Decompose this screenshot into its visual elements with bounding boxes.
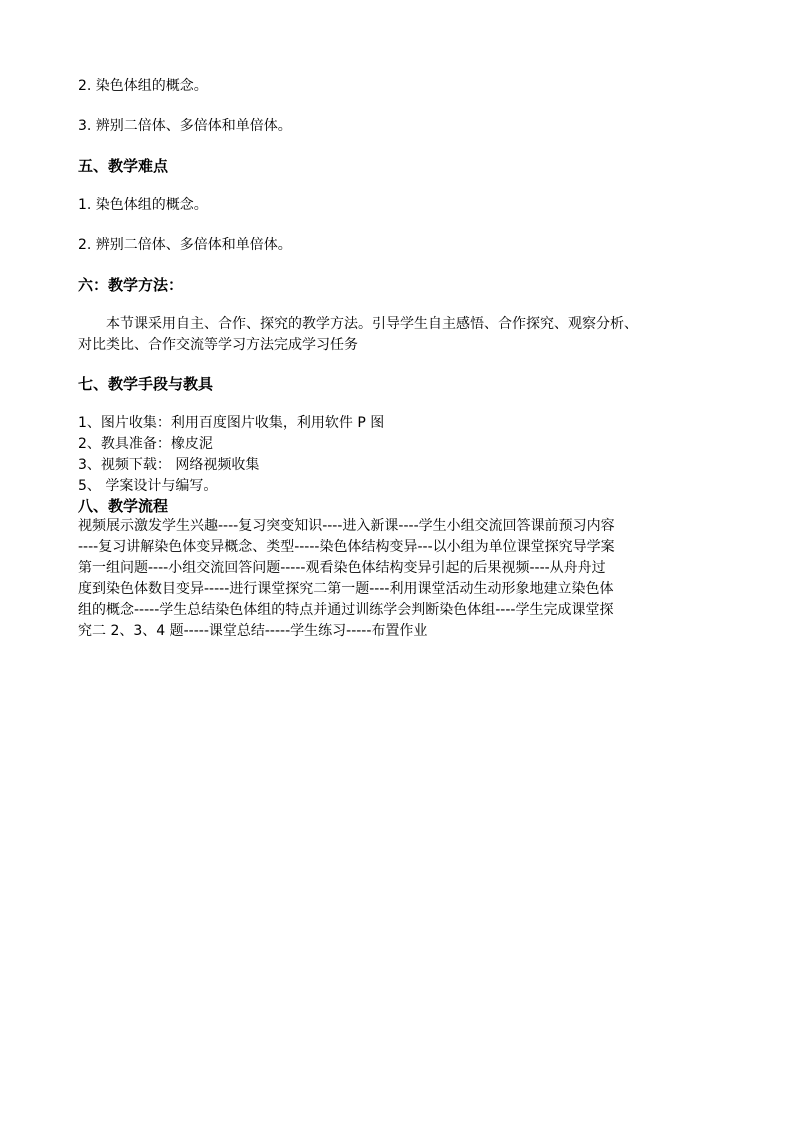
objective-item-3: 3. 辨别二倍体、多倍体和单倍体。 [78,118,292,134]
tools-item-1: 1、图片收集：利用百度图片收集，利用软件 P 图 [78,415,385,431]
methods-line-1: 本节课采用自主、合作、探究的教学方法。引导学生自主感悟、合作探究、观察分析、 [106,316,638,332]
process-line-2: ----复习讲解染色体变异概念、类型-----染色体结构变异---以小组为单位课堂探究导学案 [78,539,615,555]
process-paragraph [78,516,718,642]
process-line-3: 第一组问题----小组交流回答问题-----观看染色体结构变异引起的后果视频----从舟舟过 [78,560,606,576]
process-line-1: 视频展示激发学生兴趣----复习突变知识----进入新课----学生小组交流回答课前预习内容 [78,518,615,534]
section-heading-process: 八、教学流程 [78,497,169,515]
tools-item-2: 2、教具准备：橡皮泥 [78,436,213,452]
difficulty-item-1: 1. 染色体组的概念。 [78,197,208,213]
objective-item-2: 2. 染色体组的概念。 [78,78,208,94]
methods-paragraph [78,314,718,356]
section-heading-methods: 六：教学方法： [78,276,184,294]
process-line-5: 组的概念-----学生总结染色体组的特点并通过训练学会判断染色体组----学生完成课堂探 [78,602,614,618]
tools-item-5: 5、 学案设计与编写。 [78,478,218,494]
methods-line-2: 对比类比、合作交流等学习方法完成学习任务 [78,337,358,353]
section-heading-difficulties: 五、教学难点 [78,157,169,175]
process-line-6: 究二 2、3、4 题-----课堂总结-----学生练习-----布置作业 [78,623,428,639]
tools-item-3: 3、视频下载： 网络视频收集 [78,457,260,473]
section-heading-tools: 七、教学手段与教具 [78,375,214,393]
difficulty-item-2: 2. 辨别二倍体、多倍体和单倍体。 [78,237,292,253]
process-line-4: 度到染色体数目变异-----进行课堂探究二第一题----利用课堂活动生动形象地建立染色体 [78,581,614,597]
